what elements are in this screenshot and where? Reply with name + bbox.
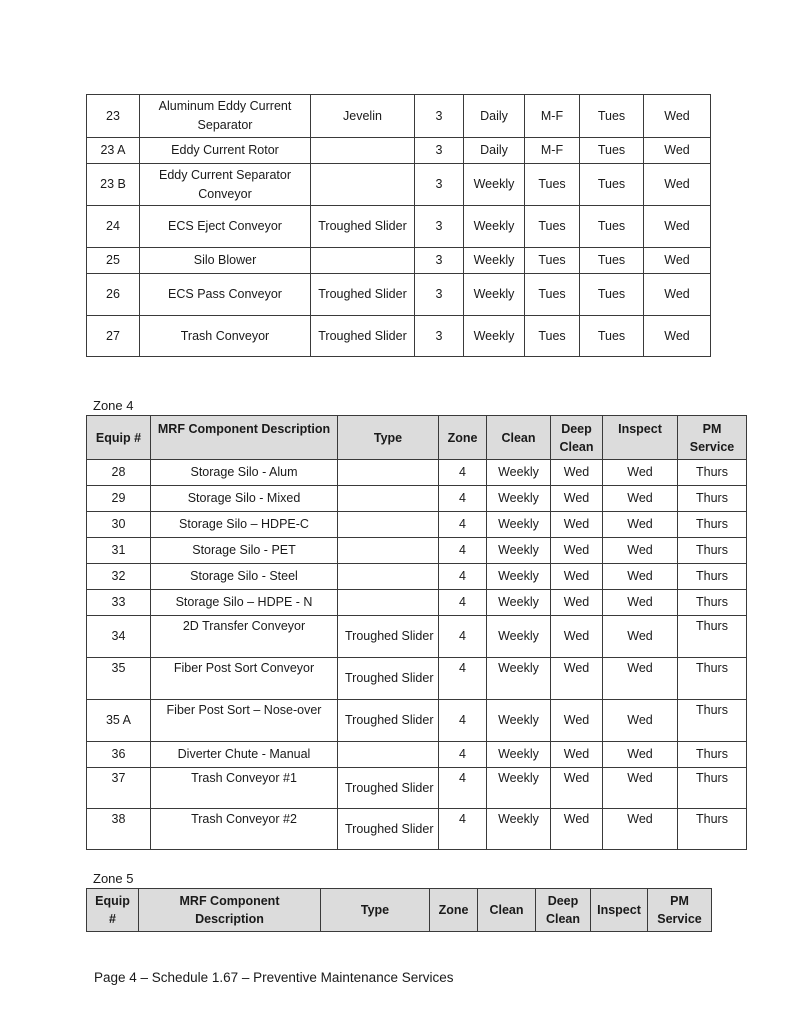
cell-desc: Aluminum Eddy Current Separator — [140, 95, 311, 138]
cell-pm-service: Thurs — [678, 809, 747, 850]
cell-deep-clean: Wed — [551, 512, 603, 538]
cell-zone: 4 — [439, 809, 487, 850]
cell-zone: 4 — [439, 486, 487, 512]
cell-type — [338, 564, 439, 590]
cell-zone: 3 — [415, 95, 464, 138]
cell-clean: Weekly — [487, 486, 551, 512]
cell-desc: Diverter Chute - Manual — [151, 742, 338, 768]
cell-zone: 4 — [439, 616, 487, 658]
cell-equip: 34 — [87, 616, 151, 658]
header-clean: Clean — [478, 889, 536, 932]
cell-clean: Daily — [464, 138, 525, 164]
cell-type: Troughed Slider — [311, 274, 415, 316]
table-header-row — [87, 416, 747, 460]
cell-clean: Weekly — [487, 809, 551, 850]
cell-pm-service: Thurs — [678, 512, 747, 538]
cell-zone: 4 — [439, 590, 487, 616]
cell-inspect: Tues — [580, 316, 644, 357]
cell-type: Troughed Slider — [338, 809, 439, 850]
cell-pm-service: Wed — [644, 316, 711, 357]
zone5-table — [86, 888, 712, 932]
cell-equip: 36 — [87, 742, 151, 768]
table-header-row — [87, 889, 712, 932]
cell-desc: Storage Silo – HDPE-C — [151, 512, 338, 538]
cell-deep-clean: Wed — [551, 564, 603, 590]
table-row — [87, 248, 711, 274]
cell-clean: Weekly — [464, 316, 525, 357]
cell-equip: 31 — [87, 538, 151, 564]
cell-pm-service: Wed — [644, 95, 711, 138]
cell-type: Troughed Slider — [338, 616, 439, 658]
cell-inspect: Wed — [603, 616, 678, 658]
cell-type — [338, 460, 439, 486]
cell-zone: 3 — [415, 248, 464, 274]
cell-equip: 26 — [87, 274, 140, 316]
cell-pm-service: Wed — [644, 248, 711, 274]
cell-clean: Weekly — [487, 768, 551, 809]
cell-pm-service: Thurs — [678, 616, 747, 658]
cell-type: Troughed Slider — [338, 700, 439, 742]
cell-pm-service: Thurs — [678, 658, 747, 700]
zone5-label: Zone 5 — [93, 871, 134, 886]
cell-deep-clean: Tues — [525, 164, 580, 206]
cell-type: Troughed Slider — [311, 316, 415, 357]
cell-equip: 24 — [87, 206, 140, 248]
header-type: Type — [321, 889, 430, 932]
cell-pm-service: Wed — [644, 274, 711, 316]
header-desc: MRF Component Description — [139, 889, 321, 932]
header-deep-clean: Deep Clean — [536, 889, 591, 932]
cell-type — [338, 742, 439, 768]
cell-deep-clean: M-F — [525, 138, 580, 164]
cell-type: Troughed Slider — [338, 658, 439, 700]
table-row — [87, 538, 747, 564]
cell-deep-clean: Wed — [551, 538, 603, 564]
cell-zone: 4 — [439, 564, 487, 590]
cell-equip: 27 — [87, 316, 140, 357]
table-row — [87, 274, 711, 316]
header-inspect: Inspect — [603, 416, 678, 460]
cell-pm-service: Thurs — [678, 564, 747, 590]
cell-equip: 35 A — [87, 700, 151, 742]
cell-deep-clean: Wed — [551, 460, 603, 486]
cell-pm-service: Thurs — [678, 460, 747, 486]
cell-inspect: Tues — [580, 95, 644, 138]
header-equip: Equip # — [87, 889, 139, 932]
cell-inspect: Wed — [603, 564, 678, 590]
table-row — [87, 809, 747, 850]
cell-desc: Fiber Post Sort – Nose-over — [151, 700, 338, 742]
cell-equip: 30 — [87, 512, 151, 538]
zone4-label: Zone 4 — [93, 398, 134, 413]
cell-clean: Weekly — [487, 460, 551, 486]
cell-zone: 4 — [439, 768, 487, 809]
cell-equip: 23 — [87, 95, 140, 138]
cell-equip: 23 B — [87, 164, 140, 206]
cell-pm-service: Wed — [644, 164, 711, 206]
cell-clean: Weekly — [487, 538, 551, 564]
table-row — [87, 742, 747, 768]
cell-desc: Silo Blower — [140, 248, 311, 274]
cell-desc: Storage Silo - Mixed — [151, 486, 338, 512]
zone3-table — [86, 94, 711, 357]
cell-deep-clean: Wed — [551, 742, 603, 768]
cell-inspect: Wed — [603, 742, 678, 768]
cell-deep-clean: Wed — [551, 590, 603, 616]
table-row — [87, 590, 747, 616]
cell-type — [338, 486, 439, 512]
table-row — [87, 768, 747, 809]
header-zone: Zone — [439, 416, 487, 460]
cell-type — [311, 248, 415, 274]
cell-deep-clean: Wed — [551, 768, 603, 809]
cell-pm-service: Thurs — [678, 590, 747, 616]
cell-pm-service: Wed — [644, 138, 711, 164]
cell-type: Jevelin — [311, 95, 415, 138]
cell-pm-service: Thurs — [678, 538, 747, 564]
cell-equip: 38 — [87, 809, 151, 850]
cell-deep-clean: Wed — [551, 616, 603, 658]
table-row — [87, 164, 711, 206]
cell-deep-clean: Tues — [525, 316, 580, 357]
cell-type: Troughed Slider — [311, 206, 415, 248]
table-row — [87, 206, 711, 248]
cell-inspect: Wed — [603, 538, 678, 564]
cell-type — [338, 512, 439, 538]
cell-inspect: Wed — [603, 460, 678, 486]
cell-inspect: Tues — [580, 206, 644, 248]
cell-desc: Eddy Current Separator Conveyor — [140, 164, 311, 206]
cell-zone: 3 — [415, 164, 464, 206]
cell-deep-clean: Wed — [551, 809, 603, 850]
header-inspect: Inspect — [591, 889, 648, 932]
cell-zone: 4 — [439, 742, 487, 768]
cell-inspect: Wed — [603, 486, 678, 512]
cell-deep-clean: Tues — [525, 206, 580, 248]
cell-desc: Trash Conveyor #1 — [151, 768, 338, 809]
cell-pm-service: Thurs — [678, 700, 747, 742]
cell-inspect: Wed — [603, 700, 678, 742]
header-type: Type — [338, 416, 439, 460]
cell-inspect: Wed — [603, 768, 678, 809]
cell-desc: Storage Silo - Alum — [151, 460, 338, 486]
cell-zone: 4 — [439, 538, 487, 564]
cell-equip: 28 — [87, 460, 151, 486]
cell-desc: Fiber Post Sort Conveyor — [151, 658, 338, 700]
cell-inspect: Wed — [603, 809, 678, 850]
cell-clean: Weekly — [464, 206, 525, 248]
cell-desc: Eddy Current Rotor — [140, 138, 311, 164]
cell-clean: Weekly — [487, 742, 551, 768]
cell-equip: 32 — [87, 564, 151, 590]
table-row — [87, 460, 747, 486]
cell-clean: Weekly — [464, 164, 525, 206]
cell-pm-service: Wed — [644, 206, 711, 248]
cell-inspect: Tues — [580, 248, 644, 274]
cell-equip: 29 — [87, 486, 151, 512]
cell-inspect: Tues — [580, 138, 644, 164]
cell-desc: 2D Transfer Conveyor — [151, 616, 338, 658]
header-pm-service: PM Service — [678, 416, 747, 460]
header-deep-clean: Deep Clean — [551, 416, 603, 460]
cell-desc: Trash Conveyor #2 — [151, 809, 338, 850]
header-desc: MRF Component Description — [151, 416, 338, 460]
cell-desc: Storage Silo - PET — [151, 538, 338, 564]
cell-zone: 3 — [415, 316, 464, 357]
cell-equip: 37 — [87, 768, 151, 809]
cell-zone: 3 — [415, 206, 464, 248]
cell-pm-service: Thurs — [678, 768, 747, 809]
cell-clean: Weekly — [487, 658, 551, 700]
cell-pm-service: Thurs — [678, 486, 747, 512]
table-row — [87, 564, 747, 590]
cell-clean: Weekly — [464, 248, 525, 274]
header-zone: Zone — [430, 889, 478, 932]
cell-clean: Weekly — [487, 564, 551, 590]
cell-deep-clean: Wed — [551, 486, 603, 512]
cell-clean: Weekly — [487, 512, 551, 538]
cell-desc: ECS Eject Conveyor — [140, 206, 311, 248]
cell-clean: Weekly — [487, 590, 551, 616]
cell-zone: 4 — [439, 512, 487, 538]
cell-type — [311, 138, 415, 164]
table-row — [87, 700, 747, 742]
cell-deep-clean: Tues — [525, 248, 580, 274]
cell-zone: 3 — [415, 274, 464, 316]
cell-type — [338, 538, 439, 564]
cell-desc: ECS Pass Conveyor — [140, 274, 311, 316]
cell-desc: Storage Silo - Steel — [151, 564, 338, 590]
table-row — [87, 512, 747, 538]
cell-equip: 33 — [87, 590, 151, 616]
cell-deep-clean: M-F — [525, 95, 580, 138]
table-row — [87, 95, 711, 138]
table-row — [87, 616, 747, 658]
cell-type — [338, 590, 439, 616]
cell-type: Troughed Slider — [338, 768, 439, 809]
cell-deep-clean: Tues — [525, 274, 580, 316]
cell-desc: Trash Conveyor — [140, 316, 311, 357]
cell-zone: 3 — [415, 138, 464, 164]
cell-deep-clean: Wed — [551, 658, 603, 700]
cell-deep-clean: Wed — [551, 700, 603, 742]
zone4-table — [86, 415, 747, 850]
table-row — [87, 316, 711, 357]
table-row — [87, 658, 747, 700]
cell-equip: 23 A — [87, 138, 140, 164]
header-pm-service: PM Service — [648, 889, 712, 932]
cell-inspect: Tues — [580, 274, 644, 316]
cell-clean: Weekly — [487, 700, 551, 742]
cell-clean: Weekly — [487, 616, 551, 658]
cell-clean: Weekly — [464, 274, 525, 316]
cell-inspect: Wed — [603, 658, 678, 700]
cell-zone: 4 — [439, 700, 487, 742]
cell-inspect: Tues — [580, 164, 644, 206]
cell-pm-service: Thurs — [678, 742, 747, 768]
header-equip: Equip # — [87, 416, 151, 460]
cell-zone: 4 — [439, 460, 487, 486]
cell-type — [311, 164, 415, 206]
cell-clean: Daily — [464, 95, 525, 138]
cell-equip: 35 — [87, 658, 151, 700]
table-row — [87, 486, 747, 512]
cell-zone: 4 — [439, 658, 487, 700]
page-footer: Page 4 – Schedule 1.67 – Preventive Maintenance Services — [94, 970, 454, 985]
table-row — [87, 138, 711, 164]
cell-inspect: Wed — [603, 590, 678, 616]
cell-inspect: Wed — [603, 512, 678, 538]
header-clean: Clean — [487, 416, 551, 460]
cell-equip: 25 — [87, 248, 140, 274]
cell-desc: Storage Silo – HDPE - N — [151, 590, 338, 616]
